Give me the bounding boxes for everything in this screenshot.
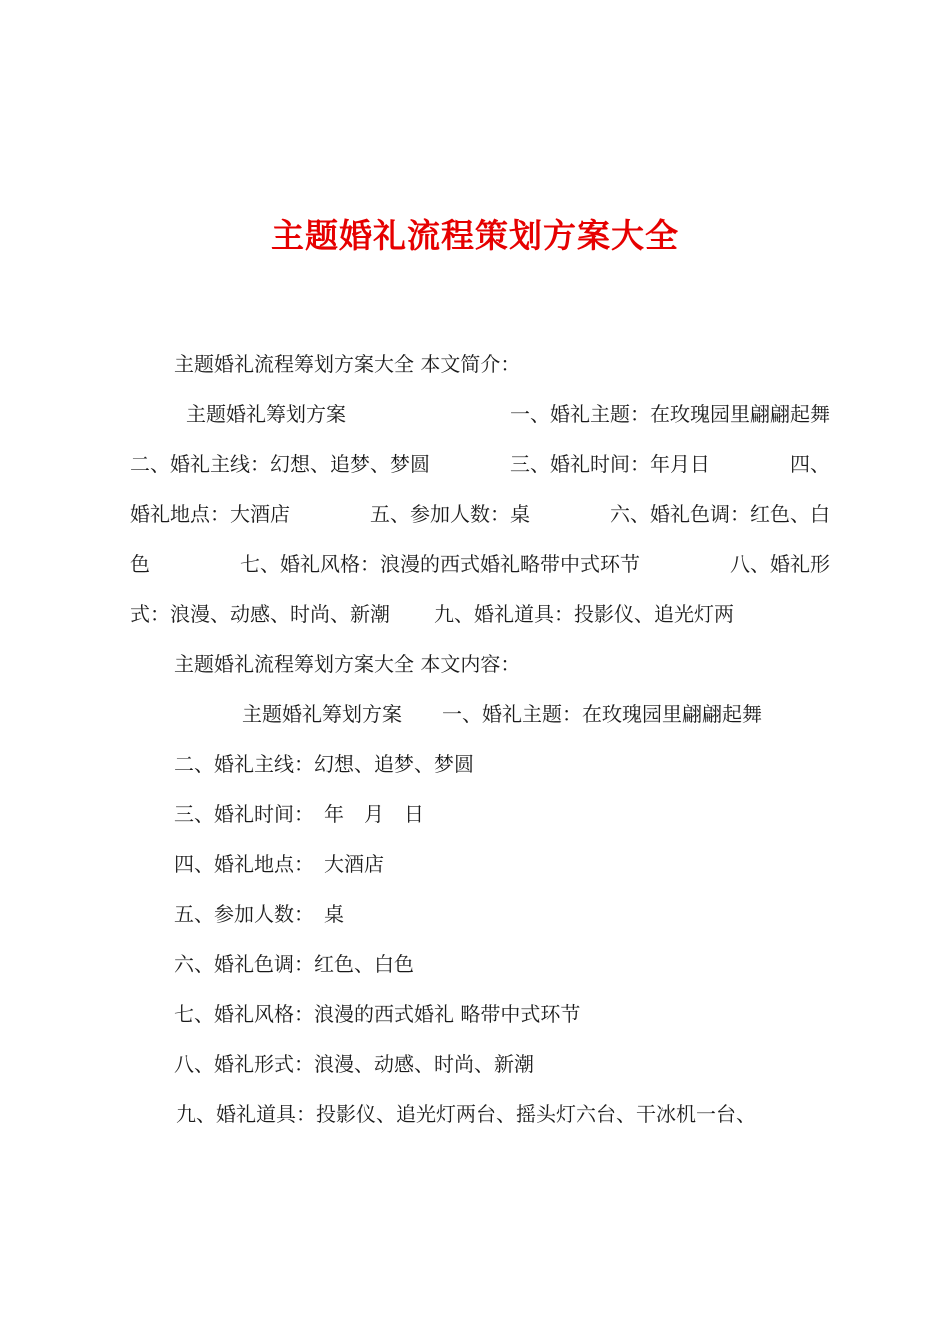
document-title: 主题婚礼流程策划方案大全 bbox=[271, 216, 679, 255]
summary-line-2 bbox=[130, 452, 830, 476]
summary-segment: 五、参加人数：桌 bbox=[370, 502, 530, 526]
summary-segment: 主题婚礼筹划方案 bbox=[186, 402, 346, 426]
content-line-6: 六、婚礼色调：红色、白色 bbox=[174, 952, 414, 976]
summary-segment: 九、婚礼道具：投影仪、追光灯两 bbox=[434, 602, 734, 626]
content-heading: 主题婚礼流程筹划方案大全 本文内容： bbox=[174, 652, 521, 676]
summary-segment: 式：浪漫、动感、时尚、新潮 bbox=[130, 602, 390, 626]
summary-segment: 四、 bbox=[790, 452, 830, 476]
summary-segment: 八、婚礼形 bbox=[730, 552, 830, 576]
summary-line-1 bbox=[186, 402, 830, 426]
summary-segment: 六、婚礼色调：红色、白 bbox=[610, 502, 830, 526]
summary-segment: 二、婚礼主线：幻想、追梦、梦圆 bbox=[130, 452, 430, 476]
content-line-5: 五、参加人数： 桌 bbox=[174, 902, 344, 926]
summary-line-4 bbox=[130, 552, 830, 576]
content-line-2: 二、婚礼主线：幻想、追梦、梦圆 bbox=[174, 752, 474, 776]
content-line-9: 九、婚礼道具：投影仪、追光灯两台、摇头灯六台、干冰机一台、 bbox=[176, 1102, 756, 1126]
summary-segment: 婚礼地点：大酒店 bbox=[130, 502, 290, 526]
content-line-4: 四、婚礼地点： 大酒店 bbox=[174, 852, 384, 876]
content-line-8: 八、婚礼形式：浪漫、动感、时尚、新潮 bbox=[174, 1052, 534, 1076]
summary-segment: 一、婚礼主题：在玫瑰园里翩翩起舞 bbox=[510, 402, 830, 426]
summary-segment: 色 bbox=[130, 552, 150, 576]
summary-segment: 七、婚礼风格：浪漫的西式婚礼略带中式环节 bbox=[240, 552, 640, 576]
summary-line-3 bbox=[130, 502, 830, 526]
summary-heading: 主题婚礼流程筹划方案大全 本文简介： bbox=[174, 352, 521, 376]
content-line-7: 七、婚礼风格：浪漫的西式婚礼 略带中式环节 bbox=[174, 1002, 581, 1026]
summary-segment: 三、婚礼时间：年月日 bbox=[510, 452, 710, 476]
summary-line-5 bbox=[130, 602, 734, 626]
content-line-3: 三、婚礼时间： 年 月 日 bbox=[174, 802, 424, 826]
content-line-1: 主题婚礼筹划方案 一、婚礼主题：在玫瑰园里翩翩起舞 bbox=[242, 702, 762, 726]
